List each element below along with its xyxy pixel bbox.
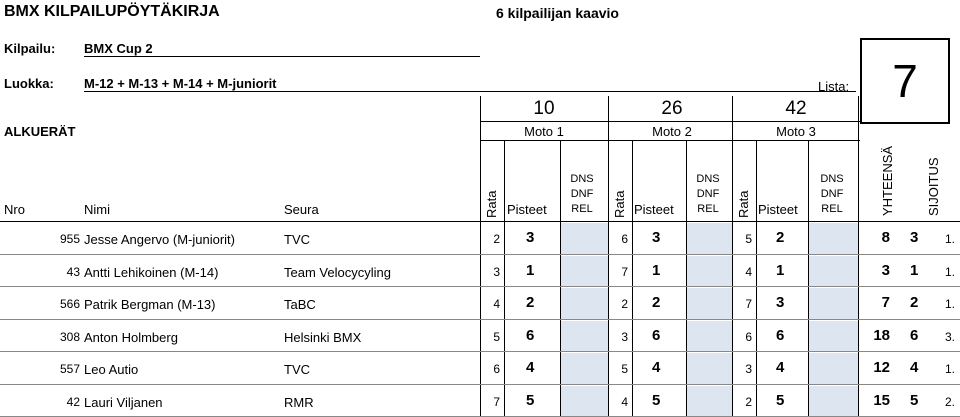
status-cell bbox=[809, 288, 858, 319]
rider-nro: 308 bbox=[59, 329, 80, 344]
list-label: Lista: bbox=[818, 79, 850, 94]
rider-m1-points: 5 bbox=[526, 391, 535, 409]
rider-m1-lane: 4 bbox=[493, 297, 500, 311]
moto-3-label: Moto 3 bbox=[776, 124, 816, 139]
status-cell bbox=[561, 223, 608, 254]
moto-2-label: Moto 2 bbox=[652, 124, 692, 139]
rider-m3-lane: 5 bbox=[745, 232, 752, 246]
col-placing: SIJOITUS bbox=[926, 157, 941, 216]
col-m3-points: Pisteet bbox=[758, 202, 798, 217]
rider-m3-points: 6 bbox=[776, 326, 785, 344]
rider-m1-lane: 2 bbox=[493, 232, 500, 246]
status-cell bbox=[809, 321, 858, 352]
rider-rank: 1. bbox=[945, 232, 956, 246]
rider-m3-points: 5 bbox=[776, 391, 785, 409]
rider-name: Patrik Bergman (M-13) bbox=[84, 297, 216, 312]
moto-1-label: Moto 1 bbox=[524, 124, 564, 139]
rider-m1-points: 6 bbox=[526, 326, 535, 344]
status-cell bbox=[561, 353, 608, 384]
col-m2-status: DNS DNF REL bbox=[696, 173, 720, 215]
rider-placing: 5 bbox=[910, 391, 919, 409]
rider-total: 18 bbox=[873, 326, 890, 344]
rider-m2-lane: 5 bbox=[621, 362, 628, 376]
col-m3-status: DNS DNF REL bbox=[820, 173, 844, 215]
status-cell bbox=[561, 256, 608, 287]
rider-nro: 43 bbox=[66, 264, 80, 279]
rider-m2-points: 2 bbox=[652, 294, 661, 311]
col-m1-lane: Rata bbox=[484, 190, 499, 218]
rider-m3-points: 1 bbox=[776, 261, 785, 279]
status-cell bbox=[687, 223, 732, 254]
class-label: Luokka: bbox=[4, 76, 54, 91]
rider-m2-points: 5 bbox=[652, 391, 661, 409]
rider-m2-lane: 4 bbox=[621, 394, 628, 409]
col-name: Nimi bbox=[84, 202, 110, 217]
rider-m3-lane: 6 bbox=[745, 329, 752, 344]
rider-nro: 557 bbox=[59, 362, 80, 376]
rider-m3-points: 2 bbox=[776, 229, 785, 246]
rider-m2-lane: 3 bbox=[621, 329, 628, 344]
col-total: YHTEENSÄ bbox=[880, 145, 895, 216]
rider-rank: 3. bbox=[945, 329, 956, 344]
rider-rank: 1. bbox=[945, 297, 956, 311]
status-cell bbox=[687, 321, 732, 352]
rider-m2-lane: 2 bbox=[621, 297, 628, 311]
rider-m2-lane: 7 bbox=[621, 264, 628, 279]
status-cell bbox=[809, 386, 858, 417]
rider-nro: 955 bbox=[59, 232, 80, 246]
status-cell bbox=[687, 386, 732, 417]
rider-name: Antti Lehikoinen (M-14) bbox=[84, 264, 219, 280]
status-cell bbox=[809, 223, 858, 254]
status-cell bbox=[561, 288, 608, 319]
list-number-box: 7 bbox=[860, 38, 950, 124]
rider-m1-points: 3 bbox=[526, 229, 535, 246]
rider-name: Anton Holmberg bbox=[84, 329, 178, 345]
heats-label: ALKUERÄT bbox=[4, 124, 76, 139]
rider-total: 8 bbox=[881, 229, 890, 246]
rider-m3-points: 4 bbox=[776, 359, 785, 376]
rider-rank: 1. bbox=[945, 264, 956, 279]
rider-name: Lauri Viljanen bbox=[84, 394, 163, 410]
rider-placing: 4 bbox=[910, 359, 919, 376]
moto-1-number: 10 bbox=[533, 98, 555, 119]
rider-rank: 2. bbox=[945, 394, 956, 409]
rider-m2-points: 4 bbox=[652, 359, 661, 376]
page-subtitle: 6 kilpailijan kaavio bbox=[496, 5, 619, 21]
rider-total: 12 bbox=[873, 359, 890, 376]
col-m2-lane: Rata bbox=[612, 190, 627, 218]
status-cell bbox=[809, 256, 858, 287]
rider-name: Leo Autio bbox=[84, 362, 139, 377]
rider-m2-points: 6 bbox=[652, 326, 661, 344]
rider-total: 7 bbox=[881, 294, 890, 311]
competition-value: BMX Cup 2 bbox=[84, 41, 480, 57]
rider-club: TVC bbox=[284, 362, 310, 377]
rider-m3-lane: 2 bbox=[745, 394, 752, 409]
col-m1-status: DNS DNF REL bbox=[570, 173, 594, 215]
rider-m1-points: 2 bbox=[526, 294, 535, 311]
rider-m1-lane: 7 bbox=[493, 394, 500, 409]
status-cell bbox=[687, 288, 732, 319]
status-cell bbox=[809, 353, 858, 384]
rider-m3-points: 3 bbox=[776, 294, 785, 311]
rider-m1-points: 4 bbox=[526, 359, 535, 376]
page-title: BMX KILPAILUPÖYTÄKIRJA bbox=[4, 3, 220, 20]
status-cell bbox=[561, 321, 608, 352]
moto-3-number: 42 bbox=[785, 98, 807, 119]
col-club: Seura bbox=[284, 202, 319, 217]
rider-m3-lane: 7 bbox=[745, 297, 752, 311]
competition-label: Kilpailu: bbox=[4, 41, 56, 56]
status-cell bbox=[687, 256, 732, 287]
rider-club: TVC bbox=[284, 232, 310, 247]
rider-m2-points: 1 bbox=[652, 261, 661, 279]
class-value: M-12 + M-13 + M-14 + M-juniorit bbox=[84, 76, 856, 92]
rider-placing: 6 bbox=[910, 326, 919, 344]
rider-total: 15 bbox=[873, 391, 890, 409]
rider-nro: 566 bbox=[59, 297, 80, 311]
rider-m1-lane: 5 bbox=[493, 329, 500, 344]
rider-m1-points: 1 bbox=[526, 261, 535, 279]
rider-total: 3 bbox=[881, 261, 890, 279]
rider-m2-points: 3 bbox=[652, 229, 661, 246]
rider-club: Helsinki BMX bbox=[284, 329, 362, 345]
rider-m3-lane: 3 bbox=[745, 362, 752, 376]
col-m2-points: Pisteet bbox=[634, 202, 674, 217]
rider-m1-lane: 3 bbox=[493, 264, 500, 279]
rider-m3-lane: 4 bbox=[745, 264, 752, 279]
rider-placing: 3 bbox=[910, 229, 919, 246]
status-cell bbox=[687, 353, 732, 384]
rider-club: Team Velocycyling bbox=[284, 264, 391, 280]
col-m1-points: Pisteet bbox=[507, 202, 547, 217]
rider-club: TaBC bbox=[284, 297, 316, 312]
col-nro: Nro bbox=[4, 202, 25, 217]
rider-club: RMR bbox=[284, 394, 314, 410]
rider-rank: 1. bbox=[945, 362, 956, 376]
rider-placing: 2 bbox=[910, 294, 919, 311]
rider-nro: 42 bbox=[66, 394, 80, 409]
moto-2-number: 26 bbox=[661, 98, 683, 119]
rider-m1-lane: 6 bbox=[493, 362, 500, 376]
rider-m2-lane: 6 bbox=[621, 232, 628, 246]
status-cell bbox=[561, 386, 608, 417]
rider-name: Jesse Angervo (M-juniorit) bbox=[84, 232, 235, 247]
col-m3-lane: Rata bbox=[736, 190, 751, 218]
rider-placing: 1 bbox=[910, 261, 919, 279]
